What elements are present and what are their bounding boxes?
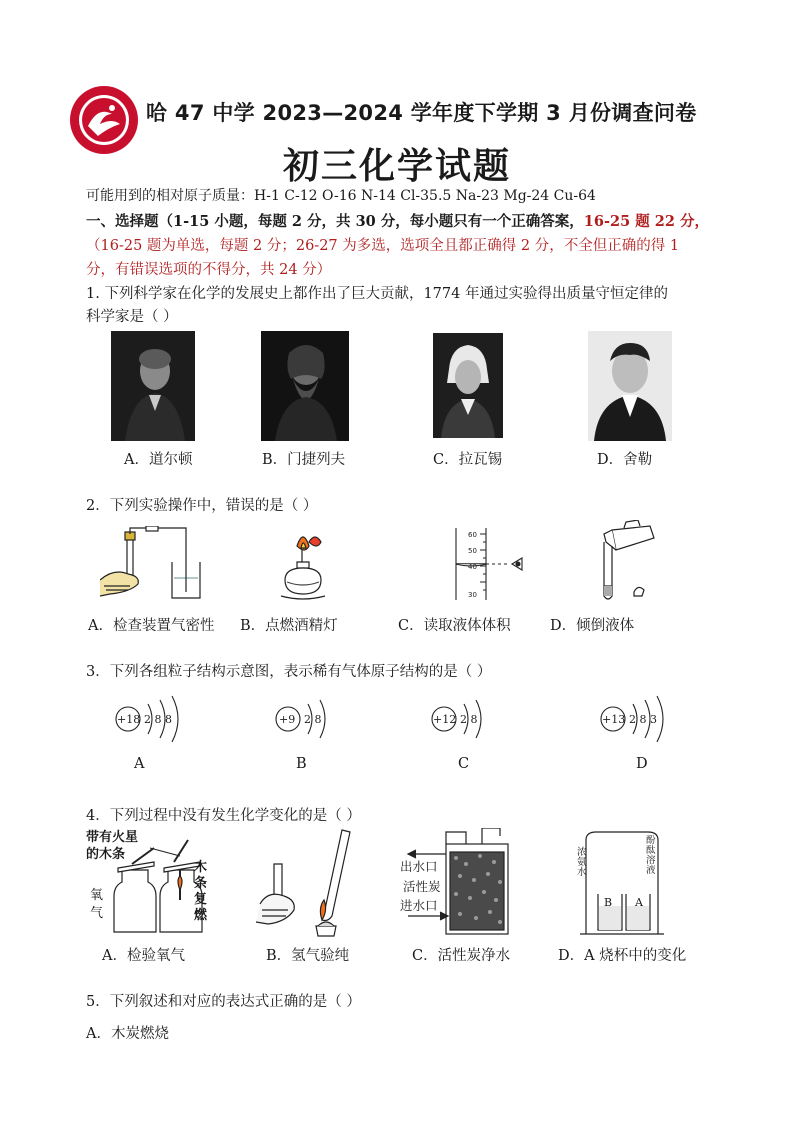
atom-label-b: B xyxy=(296,756,307,772)
label-ammonia: 浓氨水 xyxy=(577,847,587,878)
atom-c-nucleus: +12 xyxy=(433,713,457,726)
portrait-lavoisier xyxy=(433,333,503,438)
section-note-line3: 分，有错误选项的不得分，共 24 分） xyxy=(86,262,332,278)
label-relight-3: 复 xyxy=(194,892,208,907)
hydrogen-purity-diagram xyxy=(252,826,364,938)
atom-a-nucleus: +18 xyxy=(117,713,141,726)
school-exam-title: 哈 47 中学 2023—2024 学年度下学期 3 月份调查问卷 xyxy=(146,101,697,125)
label-relight-2: 条 xyxy=(194,876,208,891)
atomic-masses: 可能用到的相对原子质量：H-1 C-12 O-16 N-14 Cl-35.5 Na-23 Mg-24 Cu-64 xyxy=(86,188,596,204)
atom-diagram-b xyxy=(272,690,356,748)
label-outlet: 出水口 xyxy=(400,859,438,874)
q4-option-b: B．氢气验纯 xyxy=(266,948,350,964)
label-oxygen-1: 氧 xyxy=(90,888,104,903)
graduated-cylinder-reading xyxy=(440,526,550,604)
portrait-dalton xyxy=(111,331,195,441)
q2-stem: 2．下列实验操作中，错误的是（ ） xyxy=(86,498,318,514)
q1-option-a: A．道尔顿 xyxy=(124,452,193,468)
section-heading-black: 一、选择题（1-15 小题，每题 2 分，共 30 分，每小题只有一个正确答案， xyxy=(86,213,584,230)
q2-option-c: C．读取液体体积 xyxy=(398,618,511,634)
label-relight-4: 燃 xyxy=(194,908,208,923)
q4-stem: 4．下列过程中没有发生化学变化的是（ ） xyxy=(86,808,361,824)
pouring-liquid xyxy=(590,520,660,604)
q2-option-a: A．检查装置气密性 xyxy=(88,618,215,634)
q1-stem-line1: 1. 下列科学家在化学的发展史上都作出了巨大贡献，1774 年通过实验得出质量守恒定律的 xyxy=(86,286,668,302)
label-phenol: 酚酞溶液 xyxy=(646,835,656,876)
q4-option-d: D．A 烧杯中的变化 xyxy=(558,948,687,964)
airtightness-apparatus xyxy=(100,526,212,604)
label-spark-stick-1: 带有火星 xyxy=(86,830,139,845)
q1-option-d: D．舍勒 xyxy=(597,452,653,468)
q3-stem: 3．下列各组粒子结构示意图，表示稀有气体原子结构的是（ ） xyxy=(86,664,492,680)
q1-stem-line2: 科学家是（ ） xyxy=(86,309,178,325)
q5-stem: 5．下列叙述和对应的表达式正确的是（ ） xyxy=(86,994,361,1010)
q1-option-c: C．拉瓦锡 xyxy=(433,452,503,468)
label-oxygen-2: 气 xyxy=(90,906,104,921)
portrait-mendeleev xyxy=(261,331,349,441)
label-carbon: 活性炭 xyxy=(403,879,441,894)
atom-d-nucleus: +13 xyxy=(602,713,626,726)
page-title: 初三化学试题 xyxy=(282,146,511,187)
q2-option-b: B．点燃酒精灯 xyxy=(240,618,338,634)
label-beaker-b: B xyxy=(604,896,613,909)
section-note-line2: （16-25 题为单选，每题 2 分；26-27 为多选，选项全且都正确得 2 分，不全但正确的得 1 xyxy=(86,238,680,254)
q4-option-a: A．检验氧气 xyxy=(102,948,185,964)
section-heading xyxy=(86,210,709,231)
atom-label-c: C xyxy=(458,756,470,772)
atom-diagram-a xyxy=(112,690,196,748)
q5-option-a: A．木炭燃烧 xyxy=(86,1026,169,1042)
portrait-scheele xyxy=(588,331,672,441)
q2-option-d: D．倾倒液体 xyxy=(550,618,635,634)
section-heading-red: 16-25 题 22 分， xyxy=(583,213,709,230)
atom-b-nucleus: +9 xyxy=(279,713,296,726)
cyl-tick-50: 50 xyxy=(468,547,477,555)
label-relight-1: 木 xyxy=(194,860,208,875)
q1-option-b: B．门捷列夫 xyxy=(262,452,346,468)
atom-label-d: D xyxy=(636,756,648,772)
label-inlet: 进水口 xyxy=(400,898,438,913)
cyl-tick-30: 30 xyxy=(468,591,477,599)
atom-diagram-c xyxy=(428,690,512,748)
atom-b-shells: 2 8 xyxy=(304,713,322,726)
q4-option-c: C．活性炭净水 xyxy=(412,948,511,964)
atom-label-a: A xyxy=(134,756,145,772)
cyl-tick-60: 60 xyxy=(468,531,477,539)
atom-c-shells: 2 8 xyxy=(460,713,478,726)
atom-d-shells: 2 8 3 xyxy=(629,713,657,726)
label-beaker-a: A xyxy=(635,896,643,909)
atom-a-shells: 2 8 8 xyxy=(144,713,172,726)
cyl-tick-40: 40 xyxy=(468,563,477,571)
label-spark-stick-2: 的木条 xyxy=(86,847,126,862)
alcohol-lamp-lighting xyxy=(275,528,335,604)
atom-diagram-d xyxy=(597,690,681,748)
